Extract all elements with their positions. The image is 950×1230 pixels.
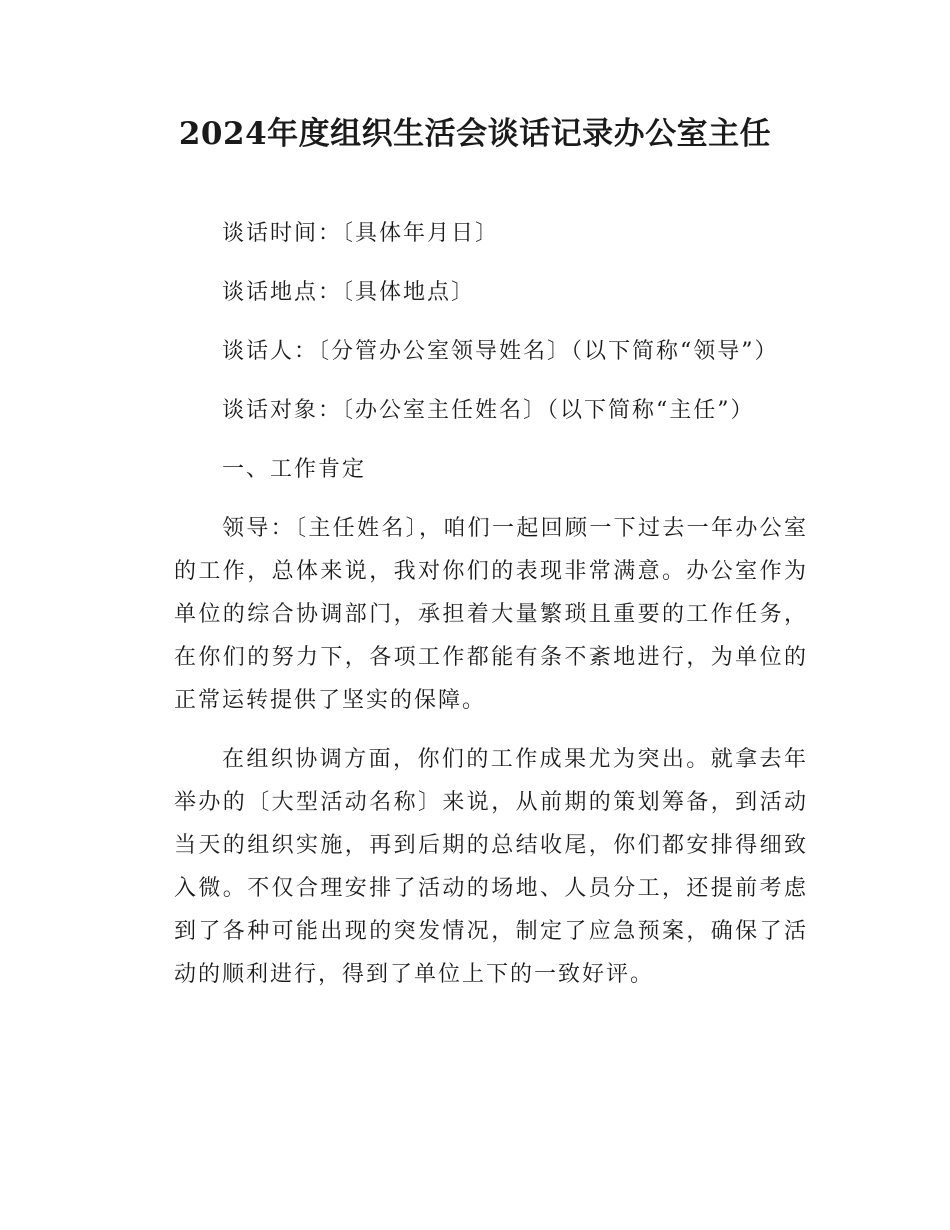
paragraph: 领导：〔主任姓名〕，咱们一起回顾一下过去一年办公室的工作，总体来说，我对你们的表现非常满意。办公室作为单位的综合协调部门，承担着大量繁琐且重要的工作任务，在你们的努力下，各项工作都能有条不紊地进行，为单位的正常运转提供了坚实的保障。 [174,516,808,713]
paragraph: 在组织协调方面，你们的工作成果尤为突出。就拿去年举办的〔大型活动名称〕来说，从前期的策划筹备，到活动当天的组织实施，再到后期的总结收尾，你们都安排得细致入微。不仅合理安排了活动的场地、人员分工，还提前考虑到了各种可能出现的突发情况，制定了应急预案，确保了活动的顺利进行，得到了单位上下的一致好评。 [174,747,808,987]
document-body [174,212,808,996]
section-heading: 一、工作肯定 [222,457,367,482]
meta-time: 谈话时间：〔具体年月日〕 [222,221,500,246]
meta-subject: 谈话对象：〔办公室主任姓名〕（以下简称“主任”） [222,398,755,423]
meta-place: 谈话地点：〔具体地点〕 [222,280,476,305]
meta-speaker: 谈话人：〔分管办公室领导姓名〕（以下简称“领导”） [222,339,779,364]
document-title: 2024年度组织生活会谈话记录办公室主任 [178,116,772,152]
